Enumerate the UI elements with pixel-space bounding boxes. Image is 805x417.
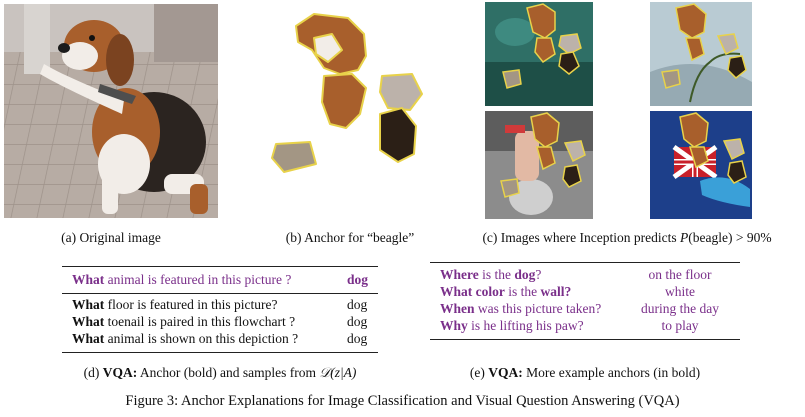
question-bold-2: dog (514, 267, 536, 282)
caption-c-prefix: (c) Images where Inception predicts (482, 230, 680, 245)
caption-d-prefix: (d) (83, 365, 103, 380)
table-row (430, 318, 740, 334)
vqa-example-anchors-table (430, 262, 740, 342)
question-bold: What (72, 297, 105, 312)
table-row (430, 284, 740, 300)
caption-c (452, 230, 802, 246)
table-row (62, 297, 378, 313)
question-bold: What (72, 272, 105, 287)
question-bold-2: wall? (540, 284, 572, 299)
table-e-bottom-rule (430, 339, 740, 340)
caption-c-arg: (beagle) (688, 230, 733, 245)
table-row (62, 331, 378, 347)
question-bold: Why (440, 318, 468, 333)
inception-sample-4 (650, 111, 752, 219)
anchor-beagle-image (262, 4, 438, 218)
answer-text: to play (661, 318, 699, 333)
question-mid: is the (504, 284, 541, 299)
table-row (62, 314, 378, 330)
caption-e-bold: VQA: (488, 365, 523, 380)
question-bold: What color (440, 284, 505, 299)
caption-c-suffix: > 90% (732, 230, 772, 245)
caption-d-rest: Anchor (bold) and samples from (137, 365, 320, 380)
figure-caption: Figure 3: Anchor Explanations for Image Classification and Visual Question Answering (VQA) (125, 393, 680, 409)
original-beagle-photo (4, 4, 218, 218)
caption-e (430, 365, 740, 381)
answer-text: on the floor (648, 267, 712, 282)
inception-sample-1 (485, 2, 593, 106)
table-d-top-rule (62, 266, 378, 267)
table-d-bottom-rule (62, 352, 378, 353)
question-bold: When (440, 301, 475, 316)
question-text (72, 272, 291, 288)
table-e-top-rule (430, 262, 740, 263)
question-rest: toenail is paired in this flowchart ? (104, 314, 296, 329)
answer-text: dog (347, 314, 368, 329)
question-mid: was this picture taken? (474, 301, 602, 316)
answer-text: white (665, 284, 695, 299)
question-rest: floor is featured in this picture? (104, 297, 278, 312)
table-row (430, 301, 740, 317)
table-d-mid-rule (62, 293, 378, 294)
caption-e-prefix: (e) (469, 365, 489, 380)
question-mid: is he lifting his paw? (467, 318, 584, 333)
caption-b: (b) Anchor for “beagle” (285, 230, 415, 245)
answer-text: dog (347, 331, 368, 346)
table-row (430, 267, 740, 283)
caption-d-math: 𝒟(z|A) (319, 365, 357, 380)
inception-sample-3 (485, 111, 593, 219)
question-end: ? (535, 267, 542, 282)
answer-text: during the day (641, 301, 719, 316)
caption-c-math: P (679, 230, 689, 245)
caption-d-bold: VQA: (102, 365, 138, 380)
question-rest: animal is featured in this picture ? (104, 272, 292, 287)
question-bold: Where (440, 267, 479, 282)
question-rest: animal is shown on this depiction ? (104, 331, 299, 346)
vqa-sample-table (62, 266, 378, 356)
question-mid: is the (478, 267, 515, 282)
caption-e-rest: More example anchors (in bold) (522, 365, 701, 380)
table-d-header-row (62, 272, 378, 288)
answer-text: dog (347, 297, 368, 312)
question-bold: What (72, 331, 105, 346)
caption-a: (a) Original image (61, 230, 161, 245)
caption-d (30, 365, 410, 381)
answer-text: dog (347, 272, 369, 287)
inception-sample-2 (650, 2, 752, 106)
question-bold: What (72, 314, 105, 329)
